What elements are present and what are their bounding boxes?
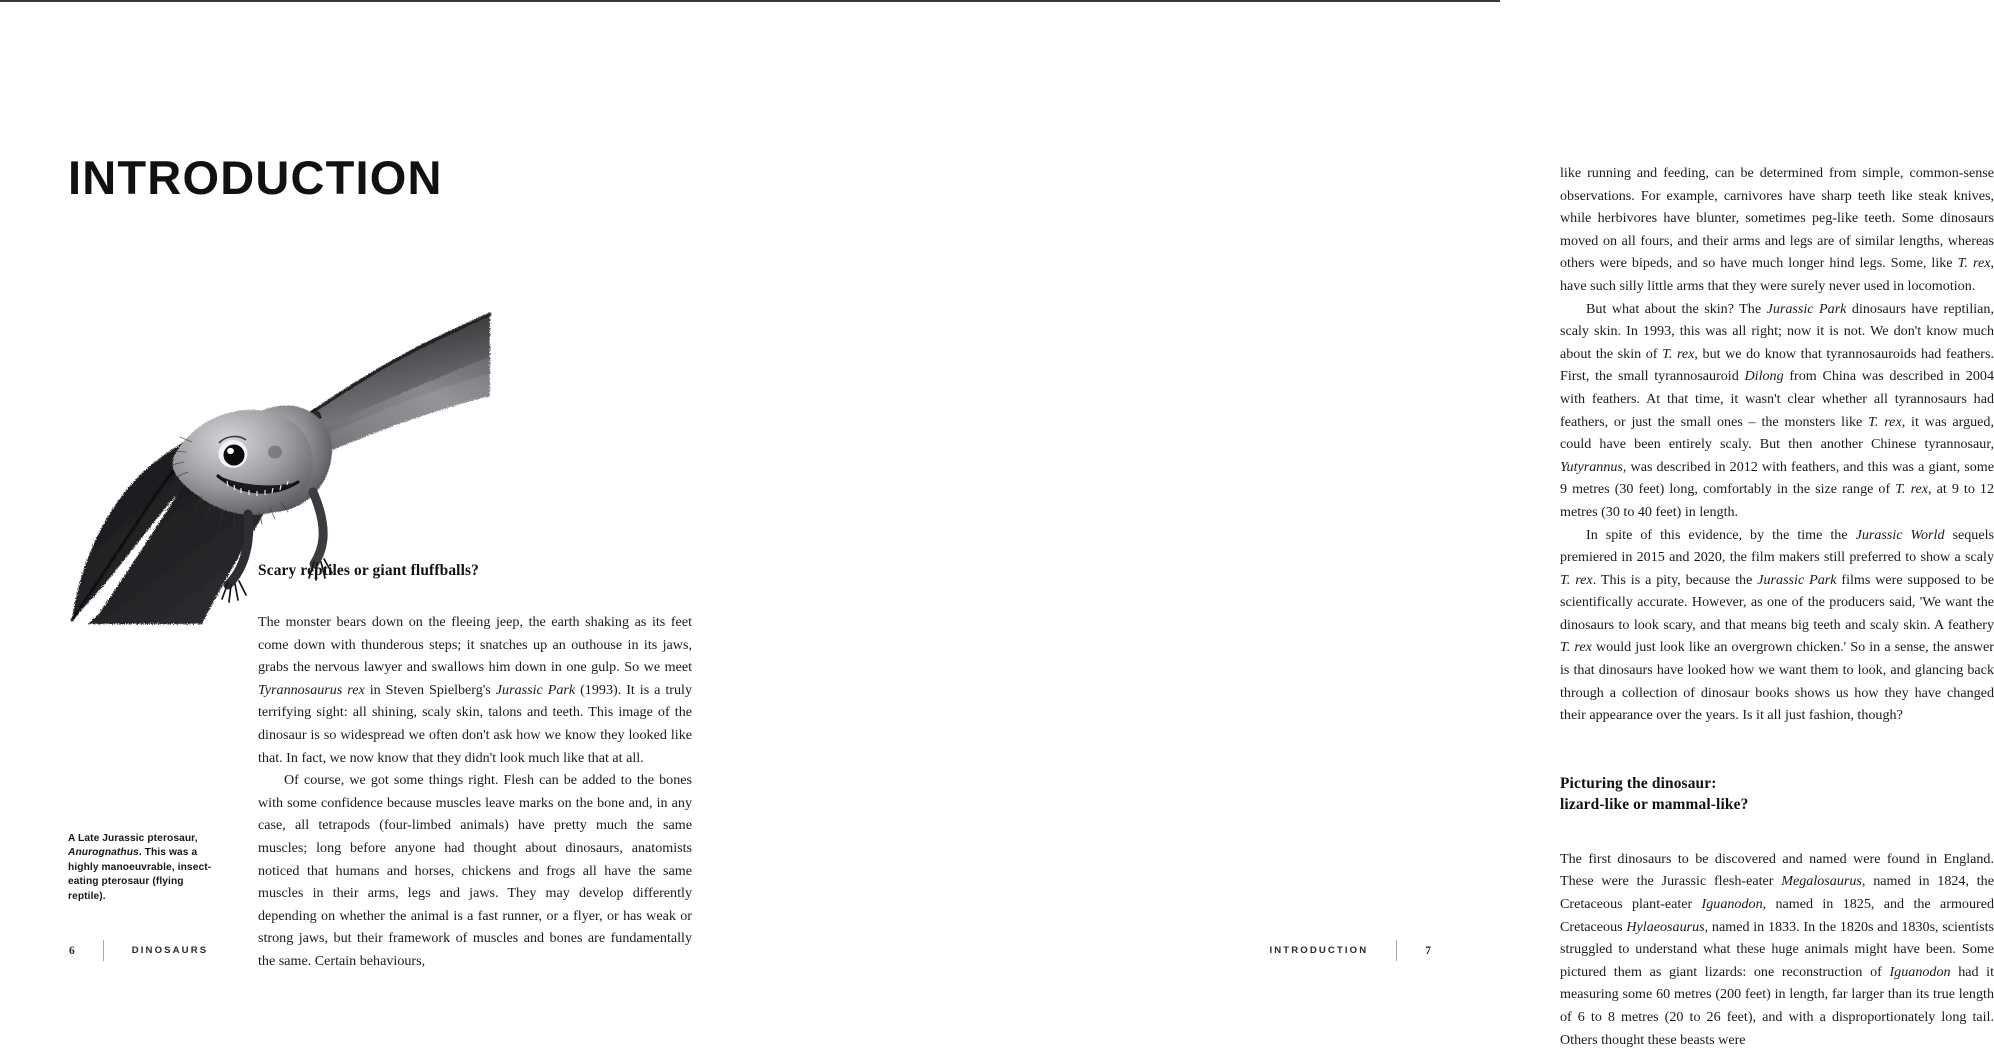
caption-line-4: insect-eating pterosaur bbox=[68, 861, 212, 888]
right-page-footer bbox=[1270, 940, 1432, 961]
paragraph-text: from China was described in 2004 with feathers. At that time, it wasn't clear whether all tyrannosaurs had feathers, or just the small ones – the monsters like bbox=[1560, 368, 1994, 430]
footer-divider bbox=[1396, 940, 1397, 961]
paragraph-text: In spite of this evidence, by the time the bbox=[1586, 526, 1856, 543]
section-heading-scary-reptiles: Scary reptiles or giant fluffballs? bbox=[258, 562, 479, 579]
italic-species-name: T. rex bbox=[1868, 413, 1902, 430]
paragraph-text: The monster bears down on the fleeing jeep, the earth shaking as its feet come down with thunderous steps; it snatches up an outhouse in its jaws, grabs the nervous lawyer and swallows him down in one gulp. So we meet bbox=[258, 614, 692, 676]
paragraph-text: , at 9 to 12 metres (30 to 40 feet) in length. bbox=[1560, 481, 1994, 520]
italic-species-name: T. rex bbox=[1895, 481, 1929, 498]
paragraph-text: . This is a pity, because the bbox=[1592, 571, 1758, 588]
paragraph-text: sequels premiered in 2015 and 2020, the film makers still preferred to show a scaly bbox=[1560, 526, 1994, 566]
italic-film-title: Jurassic Park bbox=[1757, 571, 1837, 588]
paragraph-text: dinosaurs have reptilian, scaly skin. In 1993, this was all right; now it is not. We don't know much about the skin of bbox=[1560, 300, 1994, 362]
italic-film-title: Jurassic Park bbox=[1766, 300, 1847, 317]
paragraph bbox=[1560, 848, 1994, 1051]
paragraph-text: films were supposed to be scientifically accurate. However, as one of the producers said, 'We want the dinosaurs to look scary, and that means big teeth and scaly skin. A feathery bbox=[1560, 571, 1994, 633]
italic-species-name: Tyrannosaurus rex bbox=[258, 681, 365, 698]
paragraph-text: , it was argued, could have been entirely scaly. But then another Chinese tyrannosaur, bbox=[1560, 413, 1994, 453]
paragraph bbox=[258, 611, 692, 769]
caption-genus: Anurognathus bbox=[68, 847, 139, 859]
footer-label-book-title: DINOSAURS bbox=[131, 945, 209, 956]
italic-genus-name: Dilong bbox=[1744, 368, 1784, 385]
italic-film-title: Jurassic Park bbox=[495, 681, 576, 698]
paragraph bbox=[1560, 524, 1994, 727]
italic-genus-name: Megalosaurus bbox=[1781, 873, 1862, 890]
paragraph-text: , have such silly little arms that they were surely never used in locomotion. bbox=[1560, 255, 1994, 294]
left-text-column bbox=[258, 560, 692, 973]
paragraph bbox=[1560, 162, 1994, 298]
paragraph-text: , named in 1833. In the 1820s and 1830s, scientists struggled to understand what these huge animals might have been. Some pictured them as giant lizards: one reconstruction of bbox=[1560, 918, 1994, 980]
caption-line-1: A Late Jurassic pterosaur, bbox=[68, 833, 198, 844]
paragraph-text: , named in 1825, and the armoured Cretaceous bbox=[1560, 896, 1994, 935]
italic-genus-name: Hylaeosaurus bbox=[1626, 918, 1705, 935]
paragraph-text: had it measuring some 60 metres (200 feet) in length, far larger than its true length of 6 to 8 metres (20 to 26 feet), and with a disproportionately long tail. Others thought these beasts were bbox=[1560, 963, 1994, 1048]
page-title: INTRODUCTION bbox=[68, 151, 443, 204]
paragraph-text: The first dinosaurs to be discovered and named were found in England. These were the Jurassic flesh-eater bbox=[1560, 850, 1994, 890]
left-page-footer bbox=[69, 940, 208, 961]
caption-line-5: (flying reptile). bbox=[68, 876, 184, 902]
italic-species-name: T. rex bbox=[1957, 255, 1991, 272]
caption-line-2: . This was bbox=[138, 847, 189, 859]
page-number: 7 bbox=[1425, 944, 1431, 957]
paragraph-text: But what about the skin? The bbox=[1586, 300, 1767, 317]
paragraph-text: , but we do know that tyrannosauroids had feathers. First, the small tyrannosauroid bbox=[1560, 345, 1994, 385]
italic-genus-name: Iguanodon bbox=[1701, 896, 1763, 913]
italic-species-name: T. rex bbox=[1560, 571, 1593, 588]
page-number: 6 bbox=[69, 944, 75, 957]
paragraph-text: (1993). It is a truly terrifying sight: all shining, scaly skin, talons and teeth. This image of the dinosaur is so widespread we often don't ask how we know they looked like that. In fact, we now know that they didn't look much like that at all. bbox=[258, 681, 692, 766]
paragraph-text: , named in 1824, the Cretaceous plant-eater bbox=[1560, 873, 1994, 913]
section-heading-picturing-the-dinosaur bbox=[1560, 773, 1994, 815]
paragraph-text: , was described in 2012 with feathers, and this was a giant, some 9 metres (30 feet) long, comfortably in the size range of bbox=[1560, 458, 1994, 498]
italic-species-name: T. rex bbox=[1560, 639, 1592, 656]
section-heading-line-2: lizard-like or mammal-like? bbox=[1560, 795, 1749, 813]
right-page bbox=[750, 2, 1994, 1048]
right-text-column bbox=[1560, 162, 1994, 1051]
italic-genus-name: Yutyrannus bbox=[1560, 458, 1623, 475]
italic-species-name: T. rex bbox=[1662, 345, 1695, 362]
paragraph-text: would just look like an overgrown chicken.' So in a sense, the answer is that dinosaurs have looked how we want them to look, and glancing back through a collection of dinosaur books shows us how they have changed their appearance over the years. Is it all just fashion, though? bbox=[1560, 639, 1994, 724]
heading-spacer bbox=[1560, 727, 1994, 773]
paragraph bbox=[1560, 298, 1994, 524]
section-heading-line-1: Picturing the dinosaur: bbox=[1560, 774, 1717, 792]
paragraph: Of course, we got some things right. Flesh can be added to the bones with some confidence because muscles leave marks on the bone and, in any case, all tetrapods (four-limbed animals) have pretty much the same muscles; long before anyone had thought about dinosaurs, anatomists noticed that humans and horses, chickens and frogs all have the same muscles in their arms, legs and jaws. They may develop differently depending on whether the animal is a fast runner, or a flyer, or has weak or strong jaws, but their framework of muscles and bones are fundamentally the same. Certain behaviours, bbox=[258, 772, 692, 969]
paragraph-text: in Steven Spielberg's bbox=[364, 681, 496, 698]
paragraph-text: like running and feeding, can be determined from simple, common-sense observations. For example, carnivores have sharp teeth like steak knives, while herbivores have blunter, sometimes peg-like teeth. Some dinosaurs moved on all fours, and their arms and legs are of similar lengths, whereas others were bipeds, and so have much longer hind legs. Some, like bbox=[1560, 165, 1994, 272]
left-page bbox=[0, 2, 750, 994]
italic-film-title: Jurassic World bbox=[1855, 526, 1945, 543]
footer-divider bbox=[103, 940, 104, 961]
figure-caption bbox=[68, 832, 218, 904]
footer-label-chapter-title: INTRODUCTION bbox=[1269, 945, 1369, 956]
italic-genus-name: Iguanodon bbox=[1889, 963, 1951, 980]
caption-line-3: a highly manoeuvrable, bbox=[68, 847, 198, 873]
